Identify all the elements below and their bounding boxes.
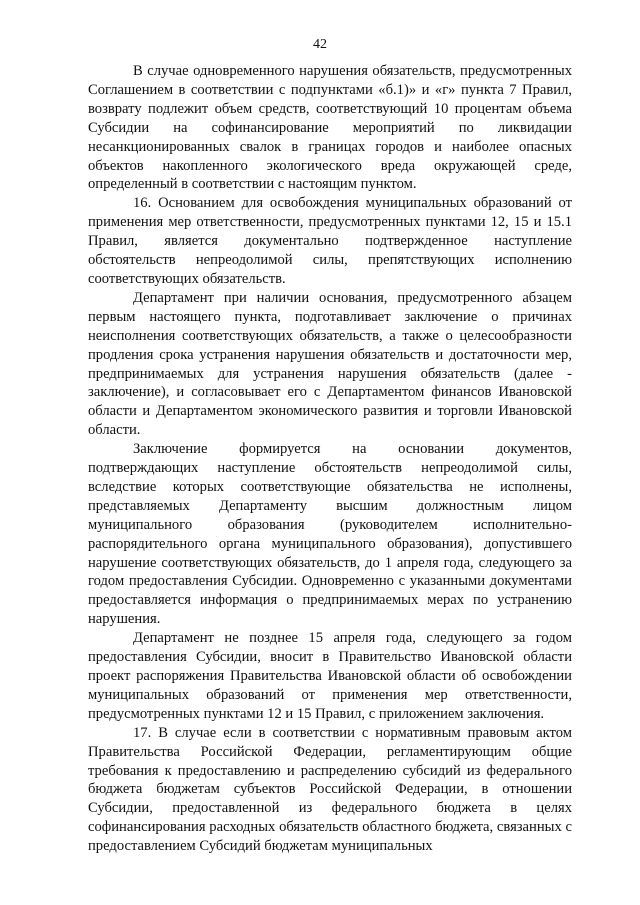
paragraph-17-federal-subsidy: 17. В случае если в соответствии с нормативным правовым актом Правительства Российской Федерации, регламентирующим общие требования к предоставлению и распределению субсидий из федерального бюджета бюджетам субъектов Российской Федерации, в отношении Субсидии, предоставленной из федерального бюджета в целях софинансирования расходных обязательств областного бюджета, связанных с предоставлением Субсидий бюджетам муниципальных [88, 724, 572, 855]
paragraph-government-order: Департамент не позднее 15 апреля года, следующего за годом предоставления Субсидии, вносит в Правительство Ивановской области проект распоряжения Правительства Ивановской области об освобождении муниципальных образований от применения мер ответственности, предусмотренных пунктами 12 и 15 Правил, с приложением заключения. [88, 630, 572, 722]
paragraph-violation-penalty: В случае одновременного нарушения обязательств, предусмотренных Соглашением в соответствии с подпунктами «б.1)» и «г» пункта 7 Правил, возврату подлежит объем средств, соответствующий 10 процентам объема Субсидии на софинансирование мероприятий по ликвидации несанкционированных свалок в границах городов и наиболее опасных объектов накопленного экологического вреда окружающей среде, определенный в соответствии с настоящим пунктом. [88, 63, 572, 193]
paragraph-conclusion-documents: Заключение формируется на основании документов, подтверждающих наступление обстоятельств непреодолимой силы, вследствие которых соответствующие обязательства не исполнены, представляемых Департаменту высшим должностным лицом муниципального образования (руководителем исполнительно-распорядительного органа муниципального образования), допустившего нарушение соответствующих обязательств, до 1 апреля года, следующего за годом предоставления Субсидии. Одновременно с указанными документами предоставляется информация о предпринимаемых мерах по устранению нарушения. [88, 441, 572, 628]
document-body [88, 62, 572, 856]
paragraph-department-conclusion: Департамент при наличии основания, предусмотренного абзацем первым настоящего пункта, подготавливает заключение о причинах неисполнения соответствующих обязательств, а также о целесообразности продления срока устранения нарушения обязательств и достаточности мер, предпринимаемых для устранения нарушения обязательств (далее - заключение), и согласовывает его с Департаментом финансов Ивановской области и Департаментом экономического развития и торговли Ивановской области. [88, 289, 572, 439]
paragraph-16-force-majeure: 16. Основанием для освобождения муниципальных образований от применения мер ответственности, предусмотренных пунктами 12, 15 и 15.1 Правил, является документально подтвержденное наступление обстоятельств непреодолимой силы, препятствующих исполнению соответствующих обязательств. [88, 195, 572, 287]
page-number: 42 [313, 37, 327, 52]
